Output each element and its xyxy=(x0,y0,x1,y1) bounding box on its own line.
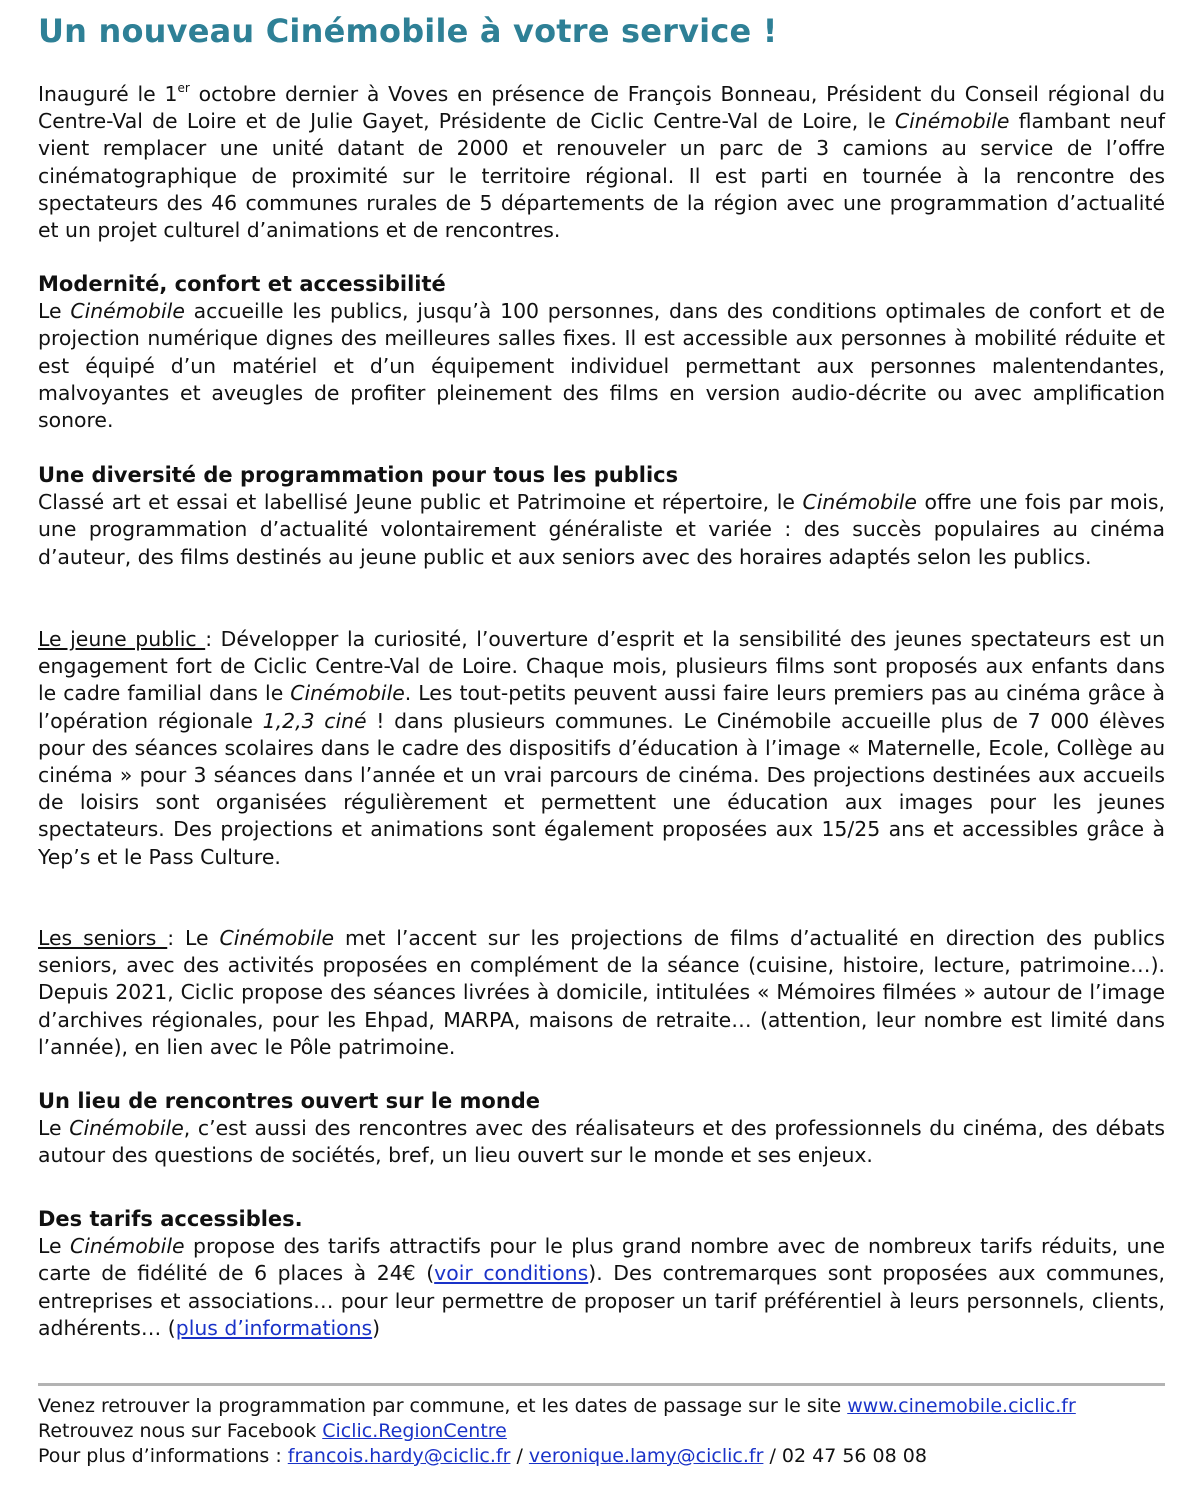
section-heading-tarifs: Des tarifs accessibles. xyxy=(38,1207,303,1231)
footer-line-programmation: Venez retrouver la programmation par commune, et les dates de passage sur le site www.cinemobile.ciclic.fr xyxy=(38,1395,1076,1417)
plus-informations-link[interactable]: plus d’informations xyxy=(175,1315,373,1340)
phone-number: / 02 47 56 08 08 xyxy=(763,1445,927,1467)
tarifs-section xyxy=(38,1206,1165,1342)
jeune-public-label: Le jeune public xyxy=(38,627,206,651)
diversite-paragraph: Classé art et essai et labellisé Jeune public et Patrimoine et répertoire, le Cinémobile offre une fois par mois, une programmation d’actualité volontairement généraliste et variée : des succès populaires au cinéma d’auteur, des films destinés au jeune public et aux seniors avec des horaires adaptés selon les publics. xyxy=(38,490,1165,569)
seniors-paragraph: Les seniors : Le Cinémobile met l’accent sur les projections de films d’actualité en direction des publics seniors, avec des activités proposées en complément de la séance (cuisine, histoire, lecture, patrimoine…). Depuis 2021, Ciclic propose des séances livrées à domicile, intitulées « Mémoires filmées » autour de l’image d’archives régionales, pour les Ehpad, MARPA, maisons de retraite… (attention, leur nombre est limité dans l’année), en lien avec le Pôle patrimoine. xyxy=(38,926,1165,1059)
modernite-section xyxy=(38,271,1165,434)
footer-divider xyxy=(38,1383,1165,1386)
intro-section xyxy=(38,81,1165,244)
seniors-section xyxy=(38,925,1165,1061)
modernite-paragraph: Le Cinémobile accueille les publics, jusqu’à 100 personnes, dans des conditions optimales de confort et de projection numérique dignes des meilleures salles fixes. Il est accessible aux personnes à mobilité réduite et est équipé d’un matériel et d’un équipement individuel permettant aux personnes malentendantes, malvoyantes et aveugles de profiter pleinement des films en version audio-décrite ou avec amplification sonore. xyxy=(38,299,1166,433)
section-heading-diversite: Une diversité de programmation pour tous les publics xyxy=(38,463,679,487)
seniors-label: Les seniors xyxy=(38,926,168,950)
cinemobile-website-link[interactable]: www.cinemobile.ciclic.fr xyxy=(847,1395,1076,1417)
footer-line-facebook: Retrouvez nous sur Facebook Ciclic.RegionCentre xyxy=(38,1420,507,1442)
tarifs-paragraph: Le Cinémobile propose des tarifs attractifs pour le plus grand nombre avec de nombreux tarifs réduits, une carte de fidélité de 6 places à 24€ (voir conditions). Des contremarques sont proposées aux communes, entreprises et associations… pour leur permettre de proposer un tarif préférentiel à leurs personnels, clients, adhérents… (plus d’informations) xyxy=(38,1234,1165,1340)
footer-line-contact: Pour plus d’informations : francois.hardy@ciclic.fr / veronique.lamy@ciclic.fr / 02 47 56 08 08 xyxy=(38,1445,927,1467)
page-title: Un nouveau Cinémobile à votre service ! xyxy=(38,12,778,50)
section-heading-modernite: Modernité, confort et accessibilité xyxy=(38,272,446,296)
intro-paragraph: Inauguré le 1er octobre dernier à Voves en présence de François Bonneau, Président du Conseil régional du Centre-Val de Loire et de Julie Gayet, Présidente de Ciclic Centre-Val de Loire, le Cinémobile flambant neuf vient remplacer une unité datant de 2000 et renouveler un parc de 3 camions au service de l’offre cinématographique de proximité sur le territoire régional. Il est parti en tournée à la rencontre des spectateurs des 46 communes rurales de 5 départements de la région avec une programmation d’actualité et un projet culturel d’animations et de rencontres. xyxy=(38,81,1166,243)
footer xyxy=(38,1394,1165,1469)
diversite-section xyxy=(38,462,1165,571)
jeune-public-section xyxy=(38,626,1165,871)
voir-conditions-link[interactable]: voir conditions xyxy=(434,1261,589,1286)
email-link-francois-hardy[interactable]: francois.hardy@ciclic.fr xyxy=(287,1445,511,1467)
facebook-link[interactable]: Ciclic.RegionCentre xyxy=(322,1420,507,1442)
section-heading-lieu: Un lieu de rencontres ouvert sur le monde xyxy=(38,1089,541,1113)
lieu-section xyxy=(38,1088,1165,1170)
jeune-public-paragraph: Le jeune public : Développer la curiosité, l’ouverture d’esprit et la sensibilité des jeunes spectateurs est un engagement fort de Ciclic Centre-Val de Loire. Chaque mois, plusieurs films sont proposés aux enfants dans le cadre familial dans le Cinémobile. Les tout-petits peuvent aussi faire leurs premiers pas au cinéma grâce à l’opération régionale 1,2,3 ciné ! dans plusieurs communes. Le Cinémobile accueille plus de 7 000 élèves pour des séances scolaires dans le cadre des dispositifs d’éducation à l’image « Maternelle, Ecole, Collège au cinéma » pour 3 séances dans l’année et un vrai parcours de cinéma. Des projections destinées aux accueils de loisirs sont organisées régulièrement et permettent une éducation aux images pour les jeunes spectateurs. Des projections et animations sont également proposées aux 15/25 ans et accessibles grâce à Yep’s et le Pass Culture. xyxy=(38,627,1166,869)
lieu-paragraph: Le Cinémobile, c’est aussi des rencontres avec des réalisateurs et des professionnels du cinéma, des débats autour des questions de sociétés, bref, un lieu ouvert sur le monde et ses enjeux. xyxy=(38,1116,1165,1168)
email-link-veronique-lamy[interactable]: veronique.lamy@ciclic.fr xyxy=(528,1445,764,1467)
